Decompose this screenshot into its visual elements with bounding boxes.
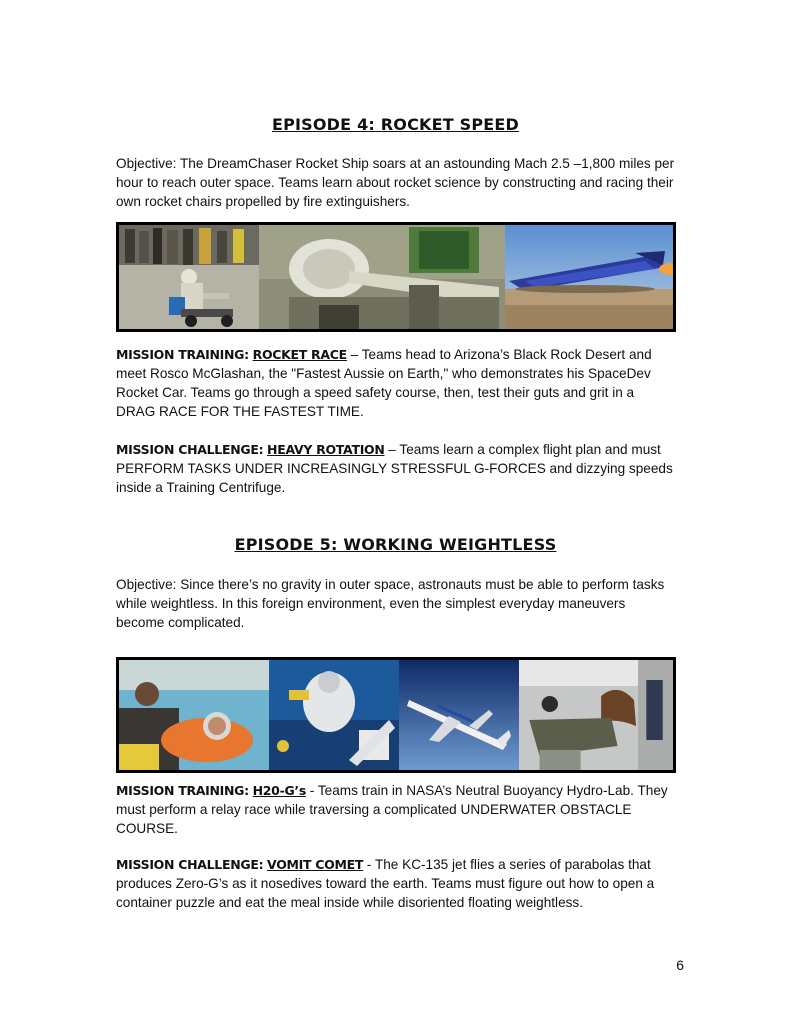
mission-challenge-label: MISSION CHALLENGE:	[116, 857, 264, 872]
mission-training-name: ROCKET RACE	[252, 347, 347, 362]
zero-g-cabin-photo	[519, 660, 673, 770]
mission-challenge-name: HEAVY ROTATION	[267, 442, 385, 457]
episode-4-objective: Objective: The DreamChaser Rocket Ship soars at an astounding Mach 2.5 –1,800 miles per hour to reach outer space. Teams learn about rocket science by constructing and racing their own rocket chairs propelled by fire extinguishers.	[116, 156, 675, 209]
episode-4-mission-challenge	[116, 440, 676, 497]
episode-4-photo-strip	[116, 222, 676, 332]
episode-4-mission-training	[116, 345, 676, 421]
rocket-chair-photo	[119, 225, 259, 329]
mission-training-text: – Teams head to Arizona’s Black Rock Desert and meet Rosco McGlashan, the "Fastest Aussie on Earth," who demonstrates his SpaceDev Rocket Car. Teams go through a speed safety course, then, test their guts and grit in a DRAG RACE FOR THE FASTEST TIME.	[116, 347, 652, 419]
episode-4-title: EPISODE 4: ROCKET SPEED	[271, 115, 520, 134]
rocket-car-photo	[505, 225, 673, 329]
mission-training-label: MISSION TRAINING:	[116, 347, 249, 362]
mission-challenge-name: VOMIT COMET	[267, 857, 364, 872]
episode-5-mission-training	[116, 781, 676, 838]
episode-5-objective: Objective: Since there’s no gravity in outer space, astronauts must be able to perform tasks while weightless. In this foreign environment, even the simplest everyday maneuvers become complicated.	[116, 577, 665, 630]
mission-challenge-text: – Teams learn a complex flight plan and must PERFORM TASKS UNDER INCREASINGLY STRESSFUL G-FORCES and dizzying speeds inside a Training Centrifuge.	[116, 442, 673, 495]
underwater-spacesuit-photo	[269, 660, 399, 770]
mission-training-label: MISSION TRAINING:	[116, 783, 249, 798]
pool-training-photo	[119, 660, 269, 770]
page-number: 6	[676, 957, 684, 973]
mission-training-name: H20-G’s	[252, 783, 307, 798]
episode-5-title: EPISODE 5: WORKING WEIGHTLESS	[234, 535, 557, 554]
episode-5-mission-challenge	[116, 855, 676, 912]
mission-training-text: - Teams train in NASA’s Neutral Buoyancy Hydro-Lab. They must perform a relay race while traversing a complicated UNDERWATER OBSTACLE COURSE.	[116, 783, 668, 836]
centrifuge-photo	[259, 225, 505, 329]
mission-challenge-text: - The KC-135 jet flies a series of parabolas that produces Zero-G’s as it nosedives toward the earth. Teams must figure out how to open a container puzzle and eat the meal inside while disoriented floating weightless.	[116, 857, 655, 910]
kc135-jet-photo	[399, 660, 519, 770]
mission-challenge-label: MISSION CHALLENGE:	[116, 442, 264, 457]
episode-5-photo-strip	[116, 657, 676, 773]
